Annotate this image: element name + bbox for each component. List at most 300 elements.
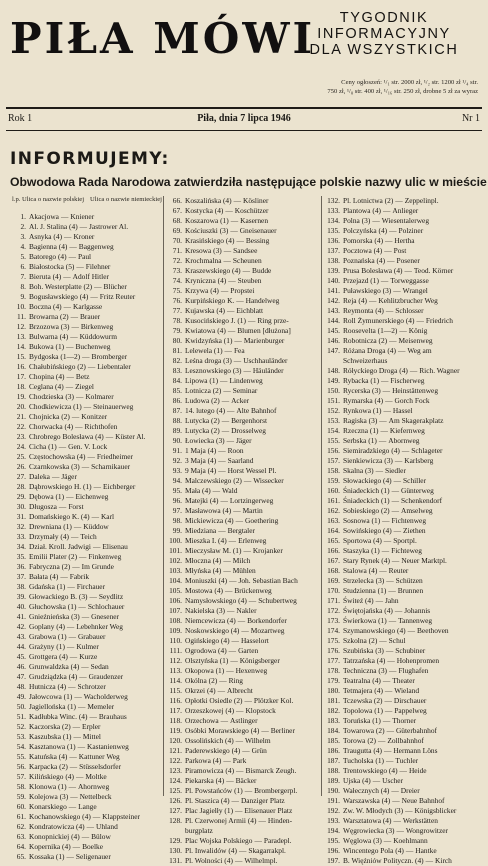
street-number: 75. — [172, 286, 182, 295]
separator-dash: — — [382, 676, 391, 685]
german-street-name: Gen. V. Lock — [68, 442, 108, 451]
polish-street-name: Koszalińska (4) — [185, 196, 232, 205]
polish-street-name: Mała (4) — [185, 486, 211, 495]
street-row — [326, 576, 476, 586]
polish-street-name: Lesznowskiego (3) — [185, 366, 242, 375]
street-number: 49. — [16, 692, 26, 701]
street-row — [326, 296, 476, 306]
separator-dash: — — [68, 802, 77, 811]
street-number: 40. — [16, 602, 26, 611]
street-row — [326, 436, 476, 446]
polish-street-name: Kusocińskiego J. (1) — [185, 316, 246, 325]
german-street-name: Schrotzer — [77, 682, 106, 691]
street-number: 157. — [327, 456, 340, 465]
separator-dash: — — [387, 656, 395, 665]
polish-street-name: Przejazd (1) — [343, 276, 379, 285]
german-street-name: Kirch — [435, 856, 452, 865]
separator-dash: — — [405, 846, 414, 855]
german-street-name: Hermann Löns — [393, 746, 438, 755]
german-street-name: Seligenauer — [75, 852, 111, 861]
polish-street-name: Węgrowiecka (3) — [343, 826, 395, 835]
polish-street-name: Różana Droga (4) — [343, 346, 396, 355]
street-number: 186. — [327, 746, 340, 755]
street-number: 38. — [16, 582, 26, 591]
street-row — [326, 376, 476, 386]
separator-dash: — — [405, 806, 413, 815]
street-number: 125. — [169, 786, 182, 795]
separator-dash: — — [247, 316, 256, 325]
separator-dash: — — [226, 666, 234, 675]
street-number: 44. — [16, 642, 26, 651]
separator-dash: — — [89, 592, 97, 601]
separator-dash: — — [218, 526, 226, 535]
polish-street-name: Koszarowa (1) — [185, 216, 229, 225]
street-row — [12, 362, 162, 372]
separator-dash: — — [66, 342, 74, 351]
street-row — [12, 772, 162, 782]
street-row — [12, 672, 162, 682]
polish-street-name: Tczewska (2) — [343, 696, 383, 705]
german-street-name: Elisenau — [102, 542, 128, 551]
polish-street-name: Mostowa (4) — [185, 586, 223, 595]
polish-street-name: Młoczna (4) — [185, 556, 222, 565]
street-row — [168, 836, 318, 846]
separator-dash: — — [384, 696, 392, 705]
street-row — [12, 322, 162, 332]
german-street-name: Bromberger — [91, 352, 128, 361]
german-street-name: Handelweg — [245, 296, 280, 305]
german-street-name: Sportpl. — [393, 536, 417, 545]
street-number: 37. — [16, 572, 26, 581]
separator-dash: — — [228, 536, 237, 545]
separator-dash: — — [231, 796, 239, 805]
polish-street-name: Karpacka (2) — [29, 762, 68, 771]
street-row — [326, 526, 476, 536]
separator-dash: — — [81, 612, 90, 621]
polish-street-name: Ragiska (3) — [343, 416, 378, 425]
german-street-name: Fischerweg — [390, 376, 425, 385]
street-row — [12, 332, 162, 342]
separator-dash: — — [69, 762, 78, 771]
german-street-name: Wald — [222, 486, 238, 495]
separator-dash: — — [218, 456, 226, 465]
separator-dash: — — [82, 352, 90, 361]
german-street-name: Uscher — [382, 776, 404, 785]
separator-dash: — — [75, 772, 84, 781]
polish-street-name: Drewniana (1) — [29, 522, 72, 531]
street-number: 65. — [16, 852, 26, 861]
german-street-name: Im Grunde — [81, 562, 114, 571]
street-row — [12, 572, 162, 582]
street-row — [12, 752, 162, 762]
street-row — [326, 366, 476, 376]
street-row — [326, 306, 476, 316]
polish-street-name: Czarnkowska (3) — [29, 462, 80, 471]
separator-dash: — — [64, 232, 72, 241]
german-street-name: König — [408, 326, 428, 335]
street-number: 62. — [16, 822, 26, 831]
polish-street-name: Plac Wojska Polskiego — [185, 836, 253, 845]
separator-dash: — — [78, 702, 86, 711]
separator-dash: — — [71, 322, 79, 331]
german-street-name: Bismarck Zeugh. — [245, 766, 297, 775]
german-street-name: Rich. Wagner — [419, 366, 460, 375]
street-number: 114. — [169, 676, 182, 685]
street-number: 1. — [20, 212, 26, 221]
street-number: 39. — [16, 592, 26, 601]
polish-street-name: Długosza — [29, 502, 57, 511]
separator-dash: — — [242, 746, 250, 755]
polish-street-name: Drzymały (4) — [29, 532, 70, 541]
polish-street-name: Kondratowicza (4) — [29, 822, 85, 831]
german-street-name: Meisenweg — [398, 336, 433, 345]
separator-dash: — — [65, 382, 74, 391]
separator-dash: — — [75, 422, 83, 431]
street-number: 144. — [327, 316, 340, 325]
polish-street-name: Młyńska (4) — [185, 566, 222, 575]
street-number: 134. — [327, 216, 340, 225]
street-row — [12, 802, 162, 812]
street-row — [326, 766, 476, 776]
street-number: 69. — [172, 226, 182, 235]
polish-street-name: Rymarska (4) — [343, 396, 384, 405]
polish-street-name: Pl. Inwalidów (4) — [185, 846, 237, 855]
polish-street-name: Akacjowa — [29, 212, 59, 221]
separator-dash: — — [382, 386, 391, 395]
street-row — [326, 416, 476, 426]
street-row — [168, 746, 318, 756]
street-row — [168, 696, 318, 706]
street-number: 126. — [169, 796, 182, 805]
german-street-name: Steuben — [237, 276, 262, 285]
street-number: 43. — [16, 632, 26, 641]
german-street-name: Jahn — [384, 596, 399, 605]
street-row — [168, 766, 318, 776]
street-number: 120. — [169, 736, 182, 745]
street-number: 48. — [16, 682, 26, 691]
separator-dash: — — [58, 442, 67, 451]
german-street-name: Eichenweg — [75, 492, 109, 501]
german-street-name: Erlenweg — [238, 536, 267, 545]
german-street-name: Hertha — [394, 236, 415, 245]
street-number: 35. — [16, 552, 26, 561]
separator-dash: — — [389, 226, 397, 235]
street-number: 92. — [172, 456, 182, 465]
street-row — [12, 482, 162, 492]
street-number: 5. — [20, 252, 26, 261]
street-number: 50. — [16, 702, 26, 711]
german-street-name: Fritz Reuter — [99, 292, 136, 301]
separator-dash: — — [261, 726, 269, 735]
street-number: 181. — [327, 696, 340, 705]
polish-street-name: Poznańska (4) — [343, 256, 386, 265]
german-street-name: Schubertweg — [258, 596, 297, 605]
street-number: 91. — [172, 446, 182, 455]
street-number: 185. — [327, 736, 340, 745]
polish-street-name: Robotnicza (2) — [343, 336, 388, 345]
german-street-name: Uschhauländer — [243, 356, 288, 365]
street-number: 138. — [327, 256, 340, 265]
polish-street-name: Strzelecka (3) — [343, 576, 385, 585]
street-number: 46. — [16, 662, 26, 671]
german-street-name: Post — [393, 246, 407, 255]
polish-street-name: Jałowcowa (1) — [29, 692, 73, 701]
street-number: 76. — [172, 296, 182, 305]
polish-street-name: Parkowa (4) — [185, 756, 222, 765]
separator-dash: — — [221, 416, 230, 425]
separator-dash: — — [244, 786, 253, 795]
german-street-name: Schlochauer — [87, 602, 125, 611]
street-number: 57. — [16, 772, 26, 781]
separator-dash: — — [72, 562, 80, 571]
street-number: 147. — [327, 346, 340, 355]
tagline-line: DLA WSZYSTKICH — [309, 42, 459, 58]
separator-dash: — — [236, 236, 244, 245]
german-street-name: Schiller — [403, 476, 427, 485]
street-row — [326, 536, 476, 546]
street-row — [168, 286, 318, 296]
german-street-name: Blumen [dłużona] — [237, 326, 291, 335]
masthead — [10, 8, 478, 106]
separator-dash: — — [397, 346, 406, 355]
separator-dash: — — [227, 406, 235, 415]
street-number: 128. — [169, 816, 182, 825]
german-street-name: Wieland — [394, 686, 420, 695]
german-street-name: Fichteweg — [391, 546, 422, 555]
street-row — [326, 346, 476, 356]
street-number: 132. — [327, 196, 340, 205]
street-number: 14. — [16, 342, 26, 351]
street-row — [12, 732, 162, 742]
german-street-name: Schützen — [395, 576, 423, 585]
separator-dash: — — [236, 766, 244, 775]
polish-street-name: Kaszubska (1) — [29, 732, 72, 741]
separator-dash: — — [383, 536, 392, 545]
street-number: 33. — [16, 532, 26, 541]
german-street-name: Schul — [388, 636, 406, 645]
street-row — [12, 232, 162, 242]
german-street-name: Teod. Körner — [413, 266, 454, 275]
street-number: 141. — [327, 286, 340, 295]
german-street-name: Wilhelm — [245, 736, 271, 745]
separator-dash: — — [66, 642, 75, 651]
street-number: 58. — [16, 782, 26, 791]
separator-dash: — — [379, 636, 387, 645]
separator-dash: — — [393, 816, 401, 825]
separator-dash: — — [66, 372, 74, 381]
polish-street-name: Warszawska (4) — [343, 796, 391, 805]
german-street-name: Budde — [252, 266, 272, 275]
polish-street-name: Sobieskiego (2) — [343, 506, 390, 515]
street-row — [326, 196, 476, 206]
street-row — [326, 276, 476, 286]
separator-dash: — — [379, 566, 387, 575]
street-row — [326, 256, 476, 266]
german-street-name: Grabauer — [77, 632, 106, 641]
street-row — [326, 206, 476, 216]
polish-street-name: Batorego (4) — [29, 252, 67, 261]
separator-dash: — — [385, 236, 393, 245]
street-row — [326, 806, 476, 816]
german-street-name: Albrecht — [226, 686, 253, 695]
german-street-name: Betz — [75, 372, 90, 381]
german-street-name: Friedheimer — [96, 452, 133, 461]
polish-street-name: Chopina (4) — [29, 372, 65, 381]
polish-street-name: Kossaka (1) — [29, 852, 65, 861]
separator-dash: — — [237, 616, 246, 625]
polish-street-name: Bukowa (1) — [29, 342, 65, 351]
separator-dash: — — [79, 552, 87, 561]
street-row — [326, 356, 476, 366]
german-street-name: Torweggasse — [390, 276, 429, 285]
street-number: 135. — [327, 226, 340, 235]
polish-street-name: Tetmajera (4) — [343, 686, 383, 695]
street-number: 193. — [327, 816, 340, 825]
street-row — [12, 532, 162, 542]
german-street-name: Königsberger — [239, 656, 280, 665]
german-street-name: Küddowurm — [79, 332, 117, 341]
street-row — [168, 216, 318, 226]
polish-street-name: Krasińskiego (4) — [185, 236, 235, 245]
street-row — [168, 536, 318, 546]
polish-street-name: Głowackiego B. (3) — [29, 592, 88, 601]
polish-street-name: Pomorska (4) — [343, 236, 384, 245]
separator-dash: — — [395, 196, 403, 205]
street-number: 103. — [169, 566, 182, 575]
street-number: 36. — [16, 562, 26, 571]
street-row — [12, 492, 162, 502]
german-street-name: Koehlmann — [393, 836, 428, 845]
street-number: 41. — [16, 612, 26, 621]
street-number: 108. — [169, 616, 182, 625]
german-street-name: Wongrowitzer — [405, 826, 448, 835]
polish-street-name: Ludowa (2) — [185, 396, 220, 405]
polish-street-name: Okólna (2) — [185, 676, 218, 685]
polish-street-name: Rzeczna (1) — [343, 426, 379, 435]
street-number: 78. — [172, 316, 182, 325]
polish-street-name: Orzeszkowej (4) — [185, 706, 235, 715]
separator-dash: — — [386, 756, 394, 765]
polish-street-name: Topolowa (1) — [343, 706, 383, 715]
polish-street-name: Wałecznych (4) — [343, 786, 390, 795]
street-number: 166. — [327, 546, 340, 555]
german-street-name: Roon — [227, 446, 244, 455]
polish-street-name: Stary Rynek (4) — [343, 556, 390, 565]
street-number: 151. — [327, 396, 340, 405]
separator-dash: — — [241, 626, 249, 635]
street-number: 167. — [327, 556, 340, 565]
polish-street-name: Matejki (4) — [185, 496, 219, 505]
polish-street-name: Tatrzańska (4) — [343, 656, 386, 665]
separator-dash: — — [74, 692, 82, 701]
german-street-name: Hexenweg — [235, 666, 268, 675]
street-number: 2. — [20, 222, 26, 231]
street-number: 67. — [172, 206, 182, 215]
street-number: 84. — [172, 376, 182, 385]
street-number: 9. — [20, 292, 26, 301]
german-street-name: Kastanienweg — [86, 742, 129, 751]
polish-street-name: Kasztanowa (1) — [29, 742, 76, 751]
street-row — [326, 756, 476, 766]
street-number: 140. — [327, 276, 340, 285]
street-number: 21. — [16, 412, 26, 421]
polish-street-name: Bogusławskiego (4) — [29, 292, 89, 301]
street-row — [12, 352, 162, 362]
street-column-3 — [326, 196, 476, 866]
german-street-name: Hantke — [415, 846, 437, 855]
street-number: 149. — [327, 376, 340, 385]
separator-dash: — — [383, 406, 391, 415]
separator-dash: — — [381, 376, 389, 385]
polish-street-name: Namysłowskiego (4) — [185, 596, 247, 605]
polish-street-name: Lutycka (2) — [185, 416, 220, 425]
polish-street-name: Sowińskiego (4) — [343, 526, 392, 535]
separator-dash: — — [224, 586, 233, 595]
street-number: 19. — [16, 392, 26, 401]
street-row — [168, 326, 318, 336]
german-street-name: Heinstättenweg — [392, 386, 439, 395]
polish-street-name: Kaczorska (2) — [29, 722, 71, 731]
polish-street-name: Gdańska (1) — [29, 582, 66, 591]
street-row — [12, 612, 162, 622]
german-street-name: Mittel — [82, 732, 101, 741]
polish-street-name: Śniadeckich (1) — [343, 486, 390, 495]
separator-dash: — — [399, 326, 407, 335]
separator-dash: — — [375, 466, 383, 475]
polish-street-name: Kwidzyńska (1) — [185, 336, 233, 345]
german-street-name: Pappelweg — [394, 706, 427, 715]
german-street-name: Elisenauer Platz — [244, 806, 293, 815]
street-number: 63. — [16, 832, 26, 841]
polish-street-name: Chorwacka (4) — [29, 422, 74, 431]
polish-street-name: Kurpińskiego K. — [185, 296, 235, 305]
header-german: Ulica o nazwie niemieckiej — [90, 196, 162, 203]
german-street-name: Park — [232, 756, 247, 765]
street-row — [326, 396, 476, 406]
german-street-name: Milch — [232, 556, 251, 565]
separator-dash: — — [105, 432, 114, 441]
german-street-name: Häuländer — [252, 366, 284, 375]
street-row — [326, 786, 476, 796]
separator-dash: — — [243, 476, 252, 485]
street-row — [12, 412, 162, 422]
street-number: 99. — [172, 526, 182, 535]
street-row — [12, 632, 162, 642]
street-row — [326, 426, 476, 436]
street-row — [168, 646, 318, 656]
street-number: 109. — [169, 626, 182, 635]
street-row — [12, 392, 162, 402]
separator-dash: — — [391, 486, 399, 495]
separator-dash: — — [425, 856, 434, 865]
separator-dash: — — [69, 652, 78, 661]
street-number: 31. — [16, 512, 26, 521]
separator-dash: — — [369, 296, 377, 305]
street-row — [12, 402, 162, 412]
german-street-name: Drosselweg — [231, 426, 266, 435]
polish-street-name: Bydgoska (1—2) — [29, 352, 81, 361]
german-street-name: Weg am — [407, 346, 432, 355]
polish-street-name: Plantowa (4) — [343, 206, 381, 215]
polish-street-name: Miedziana — [185, 526, 217, 535]
street-row — [168, 716, 318, 726]
street-number: 13. — [16, 332, 26, 341]
german-street-name: Amselweg — [401, 506, 433, 515]
street-number: 32. — [16, 522, 26, 531]
street-row — [326, 616, 476, 626]
german-street-name: Bergtaler — [227, 526, 255, 535]
street-number: 177. — [327, 656, 340, 665]
